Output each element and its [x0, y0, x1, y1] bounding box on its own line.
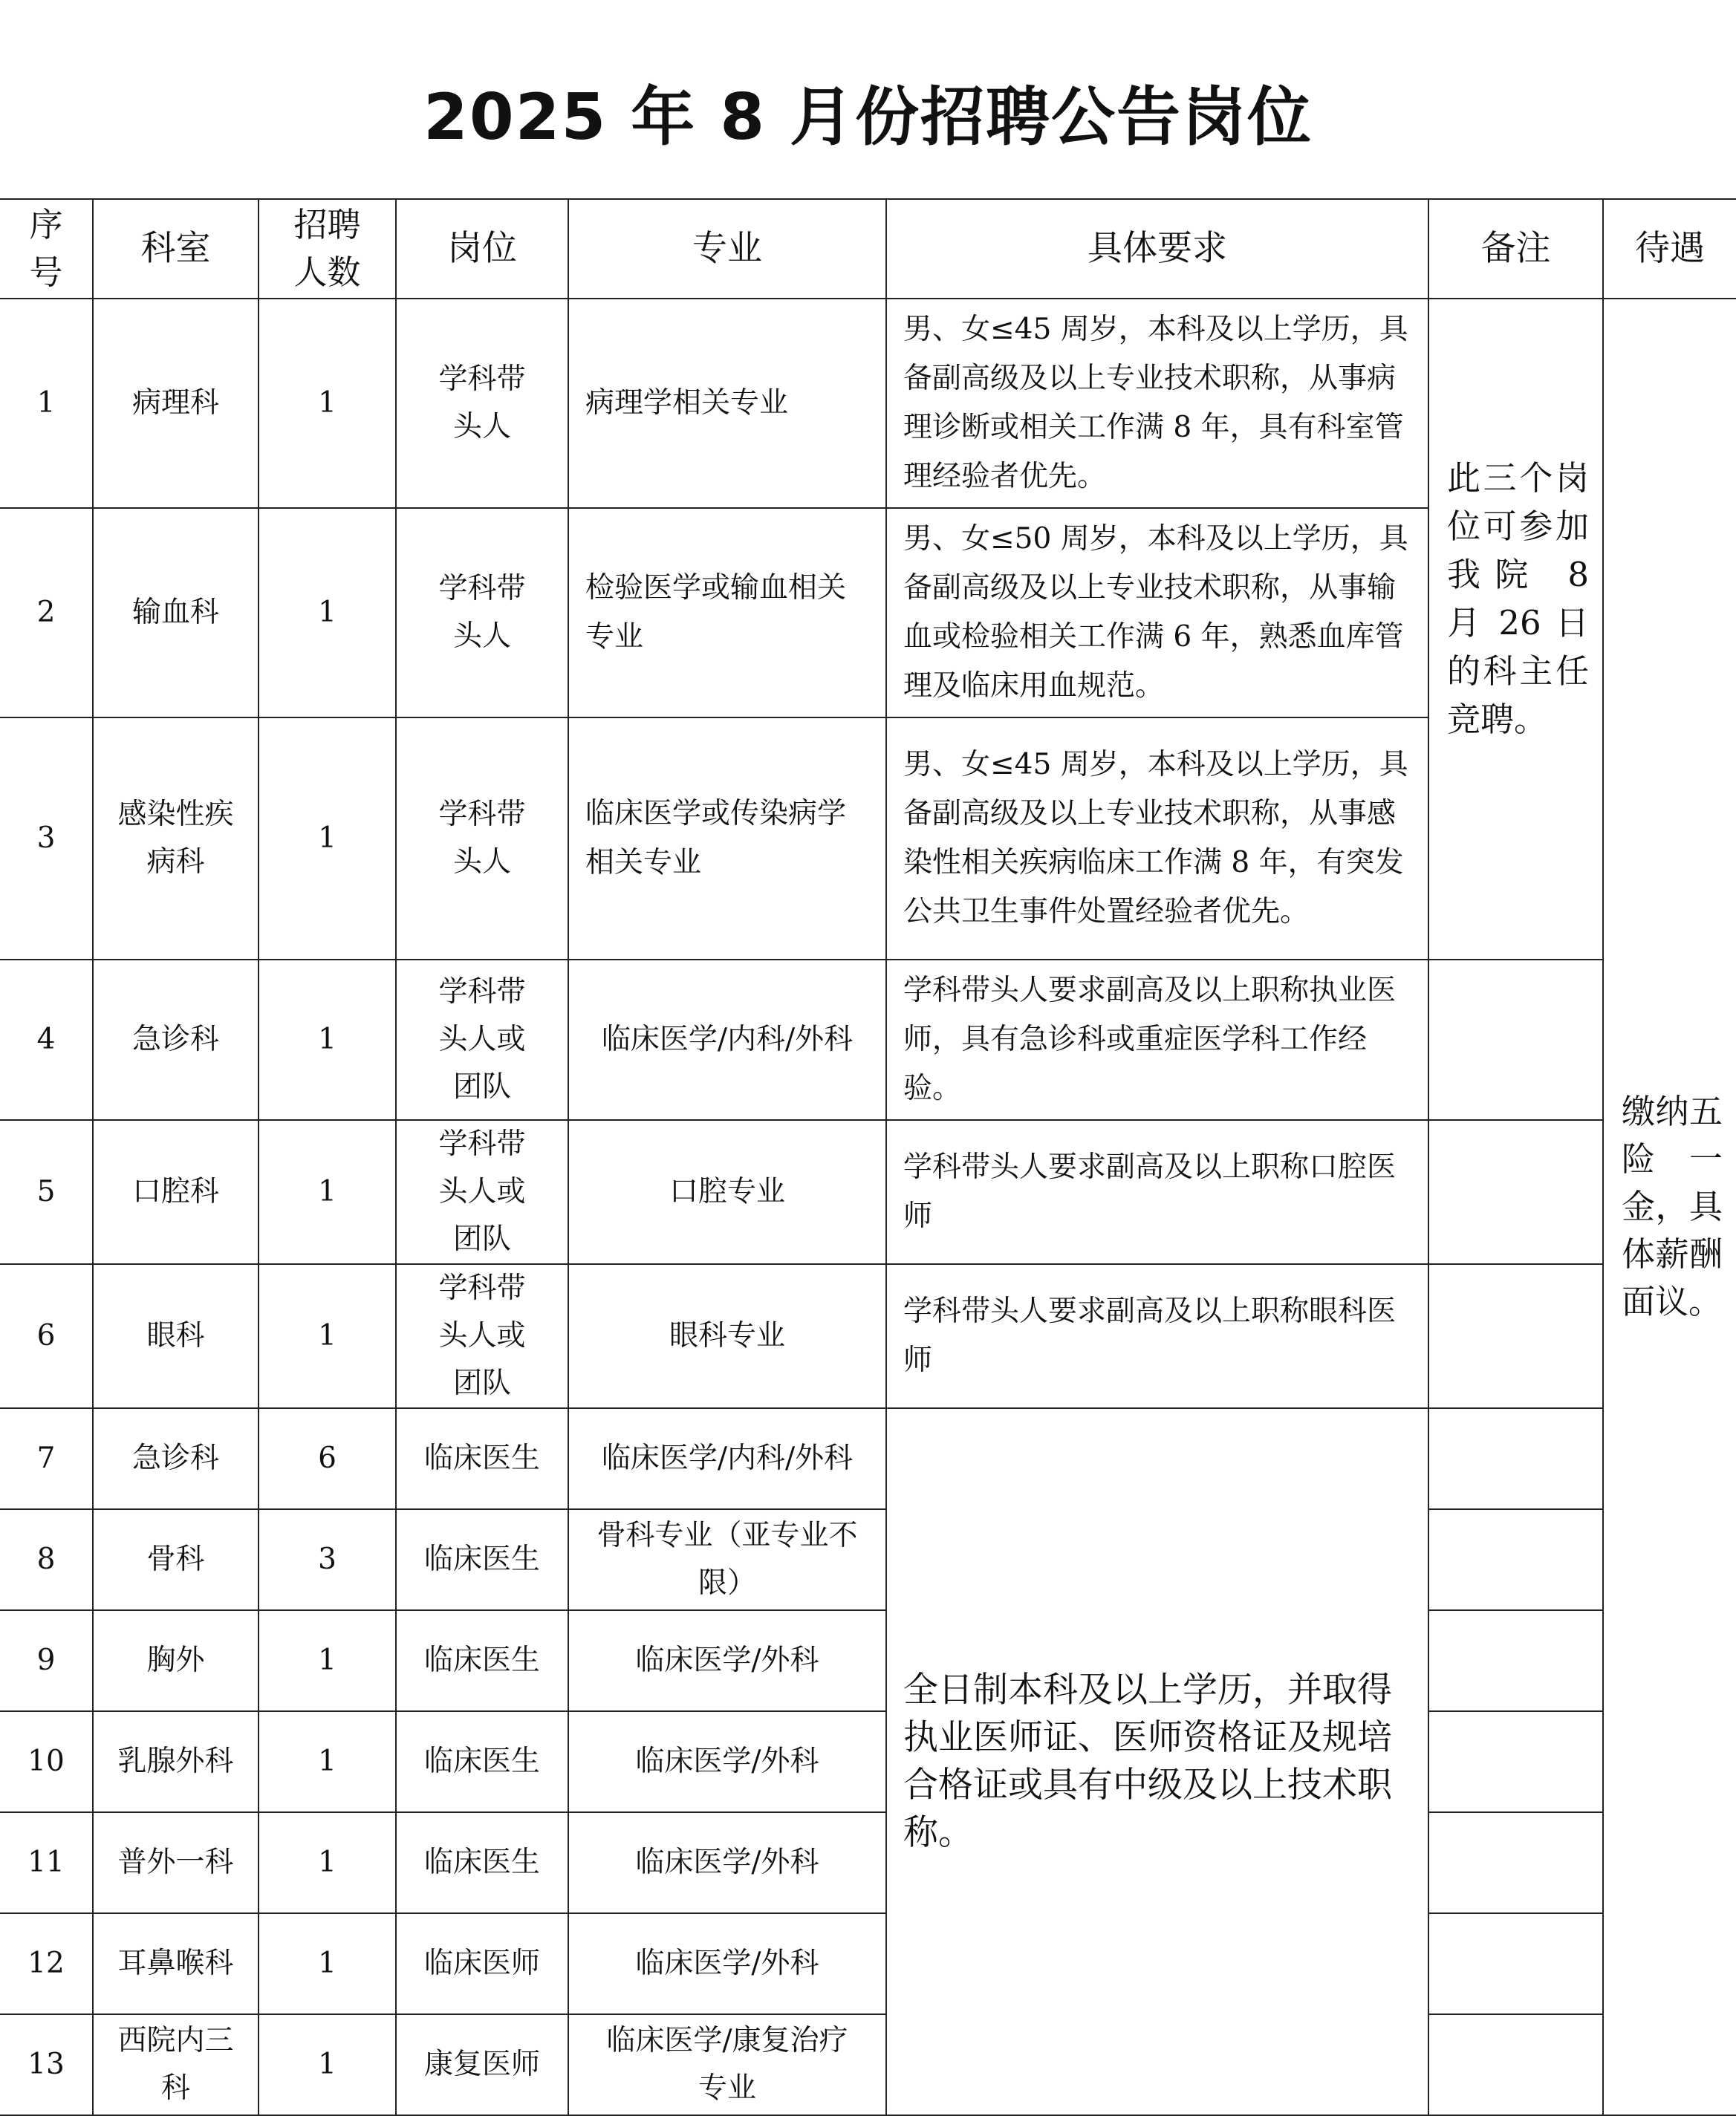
- row-seq: 1: [0, 299, 93, 508]
- row-count: 1: [259, 1913, 396, 2014]
- row-dept: 骨科: [93, 1509, 259, 1610]
- row-major: 病理学相关专业: [568, 299, 886, 508]
- table-row: [0, 299, 1736, 508]
- row-requirement: 男、女≤50 周岁，本科及以上学历，具备副高级及以上专业技术职称，从事输血或检验相关工作满 6 年，熟悉血库管理及临床用血规范。: [886, 508, 1428, 717]
- row-dept: 输血科: [93, 508, 259, 717]
- row-position: 临床医生: [396, 1509, 568, 1610]
- row-major: 骨科专业（亚专业不限）: [568, 1509, 886, 1610]
- table-row: [0, 1610, 1736, 1711]
- row-major: 临床医学/康复治疗专业: [568, 2014, 886, 2115]
- header-position: 岗位: [396, 199, 568, 299]
- header-dept: 科室: [93, 199, 259, 299]
- row-major: 临床医学/外科: [568, 1913, 886, 2014]
- row-seq: 9: [0, 1610, 93, 1711]
- row-major: 检验医学或输血相关专业: [568, 508, 886, 717]
- row-seq: 6: [0, 1264, 93, 1408]
- row-requirement: 学科带头人要求副高及以上职称眼科医师: [886, 1264, 1428, 1408]
- row-count: 1: [259, 1264, 396, 1408]
- remark-cell-empty: [1428, 1509, 1603, 1610]
- row-major: 临床医学或传染病学相关专业: [568, 717, 886, 960]
- table-row: [0, 1120, 1736, 1264]
- row-major: 眼科专业: [568, 1264, 886, 1408]
- row-count: 1: [259, 2014, 396, 2115]
- row-position: 康复医师: [396, 2014, 568, 2115]
- row-seq: 4: [0, 960, 93, 1120]
- row-position: 临床医生: [396, 1408, 568, 1509]
- row-count: 6: [259, 1408, 396, 1509]
- remark-cell-empty: [1428, 2014, 1603, 2115]
- remark-cell-empty: [1428, 1264, 1603, 1408]
- row-major: 临床医学/外科: [568, 1711, 886, 1812]
- row-major: 临床医学/外科: [568, 1812, 886, 1913]
- remark-cell-empty: [1428, 1913, 1603, 2014]
- row-position: 学科带头人或团队: [396, 960, 568, 1120]
- shared-requirement-cell: 全日制本科及以上学历，并取得执业医师证、医师资格证及规培合格证或具有中级及以上技术职称。: [886, 1408, 1428, 2115]
- row-count: 1: [259, 1711, 396, 1812]
- row-position: 学科带头人: [396, 508, 568, 717]
- row-count: 1: [259, 1812, 396, 1913]
- row-count: 1: [259, 299, 396, 508]
- row-requirement: 学科带头人要求副高及以上职称口腔医师: [886, 1120, 1428, 1264]
- header-row: [0, 199, 1736, 299]
- row-position: 学科带头人或团队: [396, 1120, 568, 1264]
- row-seq: 13: [0, 2014, 93, 2115]
- row-dept: 西院内三科: [93, 2014, 259, 2115]
- row-dept: 乳腺外科: [93, 1711, 259, 1812]
- table-row: [0, 1812, 1736, 1913]
- row-dept: 胸外: [93, 1610, 259, 1711]
- remark-cell-empty: [1428, 1711, 1603, 1812]
- header-requirements: 具体要求: [886, 199, 1428, 299]
- remark-cell-empty: [1428, 1812, 1603, 1913]
- row-position: 学科带头人: [396, 717, 568, 960]
- remark-cell-empty: [1428, 1120, 1603, 1264]
- remark-cell-empty: [1428, 1408, 1603, 1509]
- row-seq: 11: [0, 1812, 93, 1913]
- row-dept: 耳鼻喉科: [93, 1913, 259, 2014]
- row-requirement: 学科带头人要求副高及以上职称执业医师，具有急诊科或重症医学科工作经验。: [886, 960, 1428, 1120]
- row-count: 1: [259, 717, 396, 960]
- header-major: 专业: [568, 199, 886, 299]
- header-remarks: 备注: [1428, 199, 1603, 299]
- header-count: 招聘人数: [259, 199, 396, 299]
- page-title: 2025 年 8 月份招聘公告岗位: [423, 80, 1313, 154]
- header-seq: 序号: [0, 199, 93, 299]
- row-position: 学科带头人: [396, 299, 568, 508]
- row-count: 1: [259, 960, 396, 1120]
- remark-cell: 此三个岗位可参加我院 8 月 26 日的科主任竞聘。: [1428, 299, 1603, 960]
- row-requirement: 男、女≤45 周岁，本科及以上学历，具备副高级及以上专业技术职称，从事感染性相关疾病临床工作满 8 年，有突发公共卫生事件处置经验者优先。: [886, 717, 1428, 960]
- row-count: 1: [259, 508, 396, 717]
- row-major: 口腔专业: [568, 1120, 886, 1264]
- row-count: 1: [259, 1120, 396, 1264]
- row-dept: 普外一科: [93, 1812, 259, 1913]
- row-major: 临床医学/内科/外科: [568, 1408, 886, 1509]
- row-dept: 急诊科: [93, 960, 259, 1120]
- row-seq: 10: [0, 1711, 93, 1812]
- row-position: 临床医生: [396, 1711, 568, 1812]
- row-dept: 病理科: [93, 299, 259, 508]
- recruitment-table: [0, 198, 1736, 2116]
- table-row: [0, 2014, 1736, 2115]
- header-benefits: 待遇: [1603, 199, 1736, 299]
- table-row: [0, 1264, 1736, 1408]
- table-row: [0, 1408, 1736, 1509]
- row-position: 临床医生: [396, 1812, 568, 1913]
- row-position: 临床医师: [396, 1913, 568, 2014]
- table-row: [0, 1711, 1736, 1812]
- row-dept: 急诊科: [93, 1408, 259, 1509]
- row-seq: 7: [0, 1408, 93, 1509]
- row-position: 学科带头人或团队: [396, 1264, 568, 1408]
- row-count: 1: [259, 1610, 396, 1711]
- row-seq: 5: [0, 1120, 93, 1264]
- row-dept: 口腔科: [93, 1120, 259, 1264]
- row-dept: 感染性疾病科: [93, 717, 259, 960]
- row-dept: 眼科: [93, 1264, 259, 1408]
- row-seq: 12: [0, 1913, 93, 2014]
- table-row: [0, 960, 1736, 1120]
- table-row: [0, 1913, 1736, 2014]
- remark-cell-empty: [1428, 1610, 1603, 1711]
- benefits-cell: 缴纳五险一金，具体薪酬面议。: [1603, 299, 1736, 2115]
- row-position: 临床医生: [396, 1610, 568, 1711]
- row-seq: 8: [0, 1509, 93, 1610]
- table-row: [0, 1509, 1736, 1610]
- remark-cell-empty: [1428, 960, 1603, 1120]
- row-major: 临床医学/外科: [568, 1610, 886, 1711]
- row-seq: 2: [0, 508, 93, 717]
- row-seq: 3: [0, 717, 93, 960]
- row-requirement: 男、女≤45 周岁，本科及以上学历，具备副高级及以上专业技术职称，从事病理诊断或相关工作满 8 年，具有科室管理经验者优先。: [886, 299, 1428, 508]
- row-count: 3: [259, 1509, 396, 1610]
- row-major: 临床医学/内科/外科: [568, 960, 886, 1120]
